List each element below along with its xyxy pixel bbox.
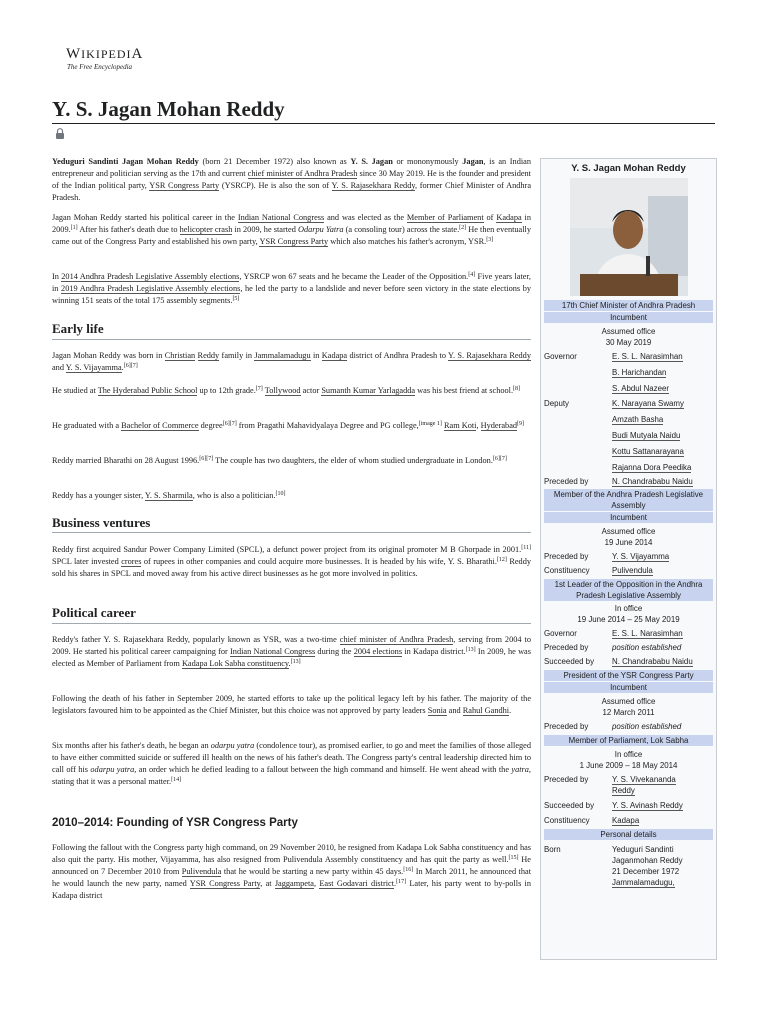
title-divider — [52, 123, 715, 124]
political-paragraph-3: Six months after his father's death, he began an odarpu yatra (condolence tour), as promised earlier, to go and meet the families of those alleged to have either committed suicide or suffered ill health on the news of his father's death. The Congress party's central leadership directed him to call off his odarpu yatra, an order which he defied leading to a fallout between the high command and himself. He went ahead with the yatra, stating that it was a personal matter.[14] — [52, 741, 532, 786]
citation[interactable]: [4] — [468, 272, 476, 278]
citation[interactable]: [17] — [396, 878, 407, 885]
section-divider — [52, 339, 531, 340]
incumbent-badge: Incumbent — [544, 512, 713, 523]
early-life-paragraph-4: Reddy married Bharathi on 28 August 1996.[6][7] The couple has two daughters, the elder of whom studied undergraduate in London.[6][7] — [52, 456, 507, 465]
heading-founding-ysr: 2010–2014: Founding of YSR Congress Party — [52, 817, 298, 829]
link-ys-sharmila[interactable]: Y. S. Sharmila — [144, 491, 193, 500]
in-office-label: In office — [614, 750, 643, 759]
link-hyderabad[interactable]: Hyderabad — [480, 421, 518, 430]
link-sumanth[interactable]: Sumanth Kumar Yarlagadda — [321, 386, 416, 395]
office-header: 1st Leader of the Opposition in the Andhra Pradesh Legislative Assembly — [544, 579, 713, 601]
link-crores[interactable]: crores — [121, 556, 142, 566]
heading-early-life: Early life — [52, 321, 104, 336]
office-header: Member of the Andhra Pradesh Legislative Assembly — [544, 489, 713, 511]
deputy-label: Deputy — [544, 399, 570, 408]
assumed-office-date: 30 May 2019 — [605, 338, 652, 347]
link-successor[interactable]: N. Chandrababu Naidu — [612, 657, 693, 666]
incumbent-badge: Incumbent — [544, 312, 713, 323]
succeeded-by-label: Succeeded by — [544, 801, 595, 810]
logo-tagline: The Free Encyclopedia — [67, 63, 133, 71]
assumed-office-label: Assumed office — [601, 697, 656, 706]
link-bachelor-commerce[interactable]: Bachelor of Commerce — [121, 421, 199, 430]
office-header: 17th Chief Minister of Andhra Pradesh — [544, 300, 713, 311]
link-deputy[interactable]: Budi Mutyala Naidu — [612, 431, 681, 440]
citation[interactable]: [14] — [171, 776, 182, 783]
birth-name: Yeduguri Sandinti Jaganmohan Reddy — [612, 845, 683, 865]
citation[interactable]: [1] — [70, 224, 78, 231]
link-governor[interactable]: E. S. L. Narasimhan — [612, 629, 683, 638]
link-member-of-parliament[interactable]: Member of Parliament — [406, 213, 484, 222]
citation[interactable]: [6][7] — [123, 362, 138, 369]
citation[interactable]: [2] — [459, 224, 467, 231]
link-governor[interactable]: B. Harichandan — [612, 368, 667, 377]
predecessor-text: position established — [612, 643, 682, 652]
assumed-office-label: Assumed office — [601, 527, 656, 536]
political-paragraph-1: Reddy's father Y. S. Rajasekhara Reddy, popularly known as YSR, was a two-time chief minister of Andhra Pradesh, serving from 2004 to 2009. He started his political career campaigning for Indian National Congress during the 2004 elections in Kadapa district.[13] In 2009, he was elected as Member of Parliament from Kadapa Lok Sabha constituency.[13] — [52, 635, 531, 668]
citation[interactable]: [6][7] — [222, 421, 237, 427]
constituency-label: Constituency — [544, 566, 590, 575]
incumbent-badge: Incumbent — [544, 682, 713, 693]
citation[interactable]: [5] — [232, 295, 240, 302]
preceded-by-label: Preceded by — [544, 775, 589, 784]
link-kadapa-lok-sabha[interactable]: Kadapa Lok Sabha constituency — [181, 658, 289, 668]
link-governor[interactable]: E. S. L. Narasimhan — [612, 352, 683, 361]
link-ysr-congress[interactable]: YSR Congress Party — [259, 236, 329, 246]
in-office-dates: 1 June 2009 – 18 May 2014 — [579, 761, 678, 770]
link-ysr-congress[interactable]: YSR Congress Party — [149, 180, 220, 190]
business-paragraph-1: Reddy first acquired Sandur Power Company Limited (SPCL), a defunct power project from its original promoter M B Ghorpade in 2001.[11] SPCL later invested crores of rupees in other companies and could acquire more businesses. It is headed by his wife, Y. S. Bharathi.[12] Reddy sold his shares in SPCL and moved away from his active direct businesses as he got more involved in politics. — [52, 545, 531, 578]
link-deputy[interactable]: Kottu Sattanarayana — [612, 447, 684, 456]
heading-business-ventures: Business ventures — [52, 515, 151, 530]
preceded-by-label: Preceded by — [544, 477, 589, 486]
link-deputy[interactable]: Amzath Basha — [612, 415, 664, 424]
link-ys-rajasekhara[interactable]: Y. S. Rajasekhara Reddy — [448, 351, 531, 360]
assumed-office-label: Assumed office — [601, 327, 656, 336]
intro-paragraph-3: In 2014 Andhra Pradesh Legislative Assembly elections, YSRCP won 67 seats and he became the Leader of the Opposition.[4] Five years later, in 2019 Andhra Pradesh Legislative Assembly elections, he led the party to a landslide and never before seen victory in the state elections by winning 151 seats of the total 175 assembly segments.[5] — [52, 272, 531, 305]
link-2014-elections[interactable]: 2014 Andhra Pradesh Legislative Assembly elections — [61, 272, 240, 281]
citation[interactable]: [3] — [486, 236, 494, 243]
preceded-by-label: Preceded by — [544, 552, 589, 561]
link-governor[interactable]: S. Abdul Nazeer — [612, 384, 670, 393]
link-constituency[interactable]: Pulivendula — [612, 566, 653, 575]
infobox — [540, 158, 717, 960]
link-kadapa[interactable]: Kadapa — [496, 213, 522, 222]
early-life-paragraph-3: He graduated with a Bachelor of Commerce degree[6][7] from Pragathi Mahavidyalaya Degree and PG college,[image 1] Ram Koti, Hyderabad[9] — [52, 421, 525, 430]
citation[interactable]: [6][7] — [492, 456, 507, 462]
infobox-title: Y. S. Jagan Mohan Reddy — [571, 163, 686, 174]
early-life-paragraph-2: He studied at The Hyderabad Public School up to 12th grade.[7] Tollywood actor Sumanth Kumar Yarlagadda was his best friend at school.[8] — [52, 386, 521, 395]
link-ram-koti[interactable]: Ram Koti — [443, 421, 477, 430]
citation[interactable]: [7] — [255, 386, 263, 392]
link-predecessor[interactable]: Y. S. Vivekananda Reddy — [612, 775, 676, 795]
link-jammalamadugu[interactable]: Jammalamadugu — [254, 351, 311, 360]
citation[interactable]: [6][7] — [199, 456, 214, 462]
in-office-dates: 19 June 2014 – 25 May 2019 — [577, 615, 680, 624]
constituency-label: Constituency — [544, 816, 590, 825]
link-constituency[interactable]: Kadapa — [612, 816, 640, 825]
preceded-by-label: Preceded by — [544, 643, 589, 652]
link-kadapa[interactable]: Kadapa — [321, 351, 348, 360]
link-inc[interactable]: Indian National Congress — [230, 646, 316, 656]
link-jaggampeta[interactable]: Jaggampeta — [274, 878, 314, 888]
link-east-godavari[interactable]: East Godavari district — [319, 878, 394, 888]
link-pulivendula[interactable]: Pulivendula — [181, 866, 222, 876]
citation[interactable]: [9] — [517, 421, 525, 427]
link-birthplace[interactable]: Jammalamadugu, — [612, 878, 675, 887]
link-ys-rajasekhara[interactable]: Y. S. Rajasekhara Reddy — [331, 180, 415, 190]
link-sonia[interactable]: Sonia — [427, 705, 447, 715]
link-hyderabad-public-school[interactable]: The Hyderabad Public School — [97, 386, 198, 395]
office-header: Member of Parliament, Lok Sabha — [544, 735, 713, 746]
portrait-photo[interactable] — [570, 178, 688, 296]
assumed-office-date: 19 June 2014 — [604, 538, 653, 547]
citation[interactable]: [10] — [275, 491, 286, 497]
intro-paragraph-1: Yeduguri Sandinti Jagan Mohan Reddy (born 21 December 1972) also known as Y. S. Jagan or mononymously Jagan, is an Indian entrepreneur and politician serving as the 17th and current chief minister of Andhra Pradesh since 30 May 2019. He is the founder and president of the Indian political party, YSR Congress Party (YSRCP). He is also the son of Y. S. Rajasekhara Reddy, former Chief Minister of Andhra Pradesh. — [52, 157, 532, 202]
political-paragraph-2: Following the death of his father in September 2009, he started efforts to take up the political legacy left by his father. The majority of the legislators favoured him to be appointed as the Chief Minister, but this choice was not approved by party leaders Sonia and Rahul Gandhi. — [52, 694, 531, 715]
lock-icon — [54, 126, 66, 144]
born-label: Born — [544, 845, 561, 854]
assumed-office-date: 12 March 2011 — [602, 708, 655, 717]
governor-label: Governor — [544, 352, 577, 361]
early-life-paragraph-5: Reddy has a younger sister, Y. S. Sharmila, who is also a politician.[10] — [52, 491, 286, 500]
section-divider — [52, 532, 531, 533]
link-successor[interactable]: Y. S. Avinash Reddy — [612, 801, 683, 810]
intro-paragraph-2: Jagan Mohan Reddy started his political career in the Indian National Congress and was elected as the Member of Parliament of Kadapa in 2009.[1] After his father's death due to helicopter crash in 2009, he started Odarpu Yatra (a consoling tour) across the state.[2] He then eventually came out of the Congress Party and established his own party, YSR Congress Party which also matches his father's acronym, YSR.[3] — [52, 213, 532, 246]
link-deputy[interactable]: K. Narayana Swamy — [612, 399, 684, 408]
in-office-label: In office — [614, 604, 643, 613]
link-christian[interactable]: Christian — [164, 351, 196, 360]
link-reddy[interactable]: Reddy — [197, 351, 220, 360]
link-inc[interactable]: Indian National Congress — [237, 213, 325, 222]
personal-details-header: Personal details — [544, 829, 713, 840]
link-chief-minister[interactable]: chief minister of Andhra Pradesh — [247, 168, 358, 178]
link-ysr-congress[interactable]: YSR Congress Party — [189, 878, 261, 888]
logo-wordmark: WIKIPEDIA — [66, 46, 144, 62]
wikipedia-logo[interactable] — [66, 46, 143, 72]
heading-political-career: Political career — [52, 605, 136, 620]
citation[interactable]: [15] — [508, 854, 519, 861]
early-life-paragraph-1: Jagan Mohan Reddy was born in Christian Reddy family in Jammalamadugu in Kadapa district of Andhra Pradesh to Y. S. Rajasekhara Reddy and Y. S. Vijayamma.[6][7] — [52, 351, 531, 372]
office-header: President of the YSR Congress Party — [544, 670, 713, 681]
link-ys-vijayamma[interactable]: Y. S. Vijayamma — [65, 362, 122, 372]
governor-label: Governor — [544, 629, 577, 638]
preceded-by-label: Preceded by — [544, 722, 589, 731]
link-tollywood[interactable]: Tollywood — [264, 386, 301, 395]
citation[interactable]: [8] — [513, 386, 521, 392]
link-2019-elections[interactable]: 2019 Andhra Pradesh Legislative Assembly elections — [61, 283, 241, 293]
link-deputy[interactable]: Rajanna Dora Peedika — [612, 463, 692, 472]
link-rahul-gandhi[interactable]: Rahul Gandhi — [462, 705, 510, 715]
citation[interactable]: [13] — [290, 658, 301, 665]
page-title: Y. S. Jagan Mohan Reddy — [52, 97, 285, 121]
citation[interactable]: [13] — [465, 646, 476, 653]
link-chief-minister[interactable]: chief minister of Andhra Pradesh — [339, 635, 454, 644]
image-note[interactable]: [image 1] — [418, 421, 442, 427]
succeeded-by-label: Succeeded by — [544, 657, 595, 666]
link-helicopter-crash[interactable]: helicopter crash — [179, 224, 233, 234]
citation[interactable]: [11] — [521, 545, 531, 551]
citation[interactable]: [12] — [496, 556, 507, 563]
section-divider — [52, 623, 531, 624]
birth-date: 21 December 1972 — [612, 867, 680, 876]
link-predecessor[interactable]: Y. S. Vijayamma — [612, 552, 670, 561]
citation[interactable]: [16] — [403, 866, 414, 873]
link-2004-elections[interactable]: 2004 elections — [353, 646, 403, 656]
founding-paragraph-1: Following the fallout with the Congress party high command, on 29 November 2010, he resigned from Kadapa Lok Sabha constituency and has also quit the party. His mother, Vijayamma, has also resigned from Pulivendula Assembly constituency and has quit the party as well.[15] He announced on 7 December 2010 from Pulivendula that he would be starting a new party within 45 days.[16] In March 2011, he announced that he would launch the new party, named YSR Congress Party, at Jaggampeta, East Godavari district.[17] Later, his party went to by-polls in Kadapa district — [52, 843, 531, 900]
link-predecessor[interactable]: N. Chandrababu Naidu — [612, 477, 693, 486]
predecessor-text: position established — [612, 722, 682, 731]
